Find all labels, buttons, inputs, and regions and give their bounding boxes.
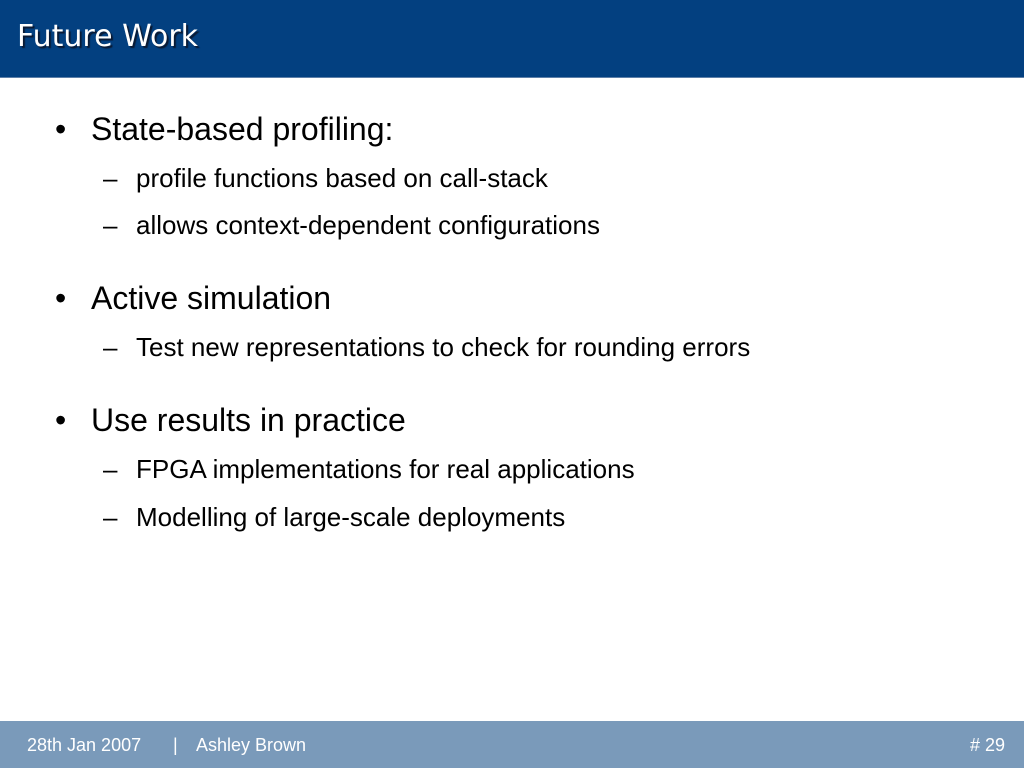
sub-bullet-text: Modelling of large-scale deployments [136,502,566,532]
page-number: # 29 [969,735,1005,755]
sub-bullet-marker: – [103,210,118,240]
bullet-text: State-based profiling: [91,111,394,147]
footer-date: 28th Jan 2007 [27,735,142,755]
footer-bar [0,721,1024,768]
footer-author: Ashley Brown [196,735,307,755]
sub-bullet-marker: – [103,502,118,532]
sub-bullet-text: profile functions based on call-stack [136,163,548,193]
slide-title: Future Work [17,19,199,54]
sub-bullet-marker: – [103,332,118,362]
bullet-text: Active simulation [91,280,332,316]
bullet-text: Use results in practice [91,402,406,438]
sub-bullet-marker: – [103,454,118,484]
sub-bullet-marker: – [103,163,118,193]
title-bar [0,0,1024,78]
sub-bullet-text: allows context-dependent configurations [136,210,600,240]
sub-bullet-text: Test new representations to check for rounding errors [136,332,751,362]
bullet-marker: • [55,111,67,147]
bullet-marker: • [55,280,67,316]
sub-bullet-text: FPGA implementations for real applications [136,454,635,484]
bullet-marker: • [55,402,67,438]
footer-separator: | [173,735,178,755]
